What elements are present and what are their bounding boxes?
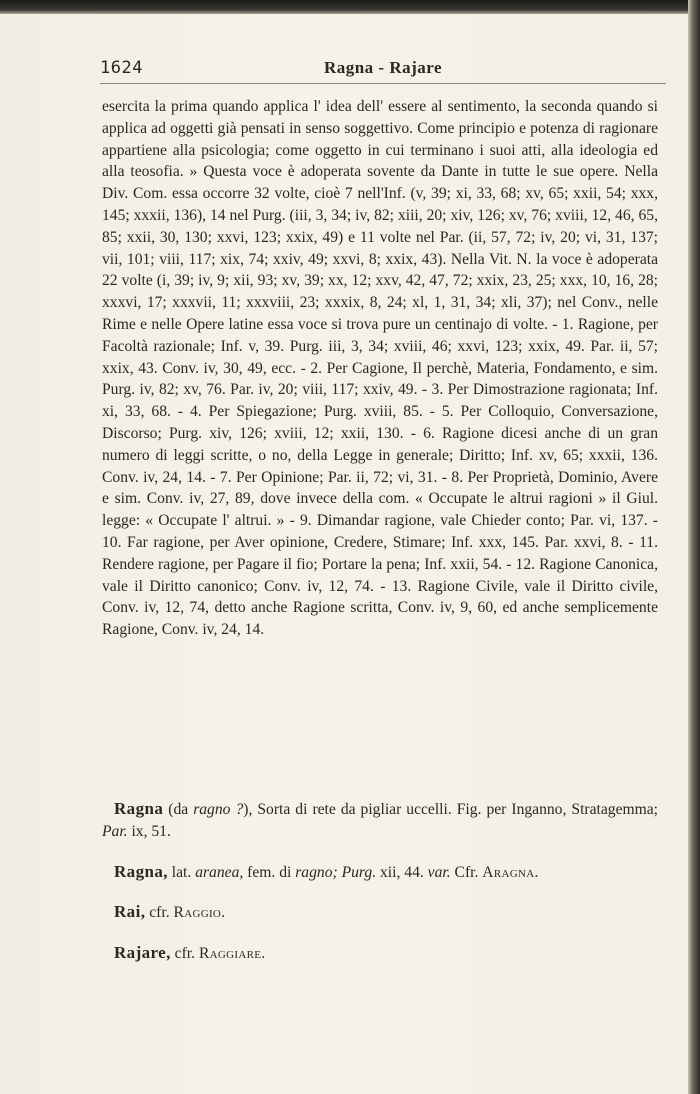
entry-italic: ragno ? [193, 801, 244, 818]
entry-citation: Purg. [341, 863, 377, 881]
entry-lemma: Rajare, [114, 943, 171, 963]
entry-italic: var. [427, 863, 451, 881]
entry-text: xii, 44. [376, 863, 428, 881]
scan-top-edge [0, 0, 700, 14]
page-number: 1624 [100, 58, 143, 78]
entry-cross-reference: Raggio. [173, 904, 226, 922]
entry-text: ix, 51. [127, 822, 171, 840]
entry-italic: aranea, [195, 863, 244, 881]
entry-ragna-2 [102, 861, 658, 884]
page-header-title: Ragna - Rajare [323, 58, 443, 77]
entry-cross-reference: Aragna. [482, 863, 539, 881]
running-head [100, 58, 666, 84]
entry-list [102, 798, 658, 983]
header-rule [100, 83, 666, 84]
entry-continuation-paragraph: esercita la prima quando applica l' idea dell' essere al sentimento, la seconda quando si applica ad oggetti già pensati in senso soggettivo. Come principio e potenza di ragionare appartiene alla psicologia; come oggetto in cui terminano i suoi atti, alla ideologia ed alla teosofia. » Questa voce è adoperata sovente da Dante in tutte le sue opere. Nella Div. Com. essa occorre 32 volte, cioè 7 nell'Inf. (v, 39; xi, 33, 68; xv, 65; xxii, 54; xxx, 145; xxxii, 136), 14 nel Purg. (iii, 3, 34; iv, 82; xiii, 20; xiv, 126; xv, 76; xviii, 12, 46, 65, 85; xxii, 30, 130; xxvi, 123; xxix, 49) e 11 volte nel Par. (ii, 57, 72; iv, 20; vi, 31, 137; vii, 101; viii, 117; xix, 74; xxiv, 49; xxvi, 8; xxix, 43). Nella Vit. N. la voce è adoperata 22 volte (i, 39; iv, 9; xii, 93; xv, 39; xx, 12; xxv, 42, 47, 72; xxix, 23, 25; xxx, 10, 16, 28; xxxvi, 17; xxxvii, 11; xxxviii, 23; xxxix, 8, 24; xl, 1, 31, 34; xli, 37); nel Conv., nelle Rime e nelle Opere latine essa voce si trova pure un centinajo di volte. - 1. Ragione, per Facoltà razionale; Inf. v, 39. Purg. iii, 3, 34; xviii, 46; xxvi, 123; xxix, 49. Par. ii, 57; xxix, 43. Conv. iv, 30, 49, ecc. - 2. Per Cagione, Il perchè, Materia, Fondamento, e sim. Purg. iv, 82; xv, 76. Par. iv, 20; viii, 117; xxiv, 49. - 3. Per Dimostrazione ragionata; Inf. xi, 33, 68. - 4. Per Spiegazione; Purg. xviii, 85. - 5. Per Colloquio, Conversazione, Discorso; Purg. xiv, 126; xviii, 12; xxii, 130. - 6. Ragione dicesi anche di un gran numero di leggi scritte, o no, della Legge in generale; Diritto; Inf. xv, 65; xxxii, 136. Conv. iv, 24, 14. - 7. Per Opinione; Par. ii, 72; vi, 31. - 8. Per Proprietà, Dominio, Avere e sim. Conv. iv, 27, 89, dove invece della com. « Occupate le altrui ragioni » il Giul. legge: « Occupate l' altrui. » - 9. Dimandar ragione, vale Chieder conto; Par. vi, 137. - 10. Far ragione, per Aver opinione, Credere, Stimare; Inf. xxx, 145. Par. xxvi, 8. - 11. Rendere ragione, per Pagare il fio; Portare la pena; Inf. xxii, 54. - 12. Ragione Canonica, vale il Diritto canonico; Conv. iv, 12, 74. - 13. Ragione Civile, vale il Diritto civile, Conv. iv, 12, 74, detto anche Ragione scritta, Conv. iv, 9, 60, ed anche semplicemente Ragione, Conv. iv, 24, 14. [102, 98, 658, 639]
entry-lemma: Rai, [114, 902, 146, 922]
entry-citation: Par. [102, 822, 128, 840]
entry-text: cfr. [170, 945, 199, 963]
entry-lemma: Ragna [114, 799, 164, 818]
entry-text: Cfr. [450, 863, 483, 881]
entry-text: fem. di [243, 863, 296, 881]
entry-text: lat. [167, 863, 196, 881]
entry-text: (da [163, 801, 194, 818]
entry-rai [102, 901, 658, 924]
entry-rajare [102, 942, 658, 965]
entry-lemma: Ragna, [114, 861, 168, 881]
scan-right-edge [688, 0, 700, 1094]
entry-italic: ragno; [295, 863, 338, 881]
entry-cross-reference: Raggiare. [198, 945, 266, 963]
entry-text: cfr. [145, 904, 174, 922]
entry-text: ), Sorta di rete da pigliar uccelli. Fig. per Inganno, Stratagemma; [243, 801, 658, 818]
entry-ragna-1 [102, 798, 658, 843]
